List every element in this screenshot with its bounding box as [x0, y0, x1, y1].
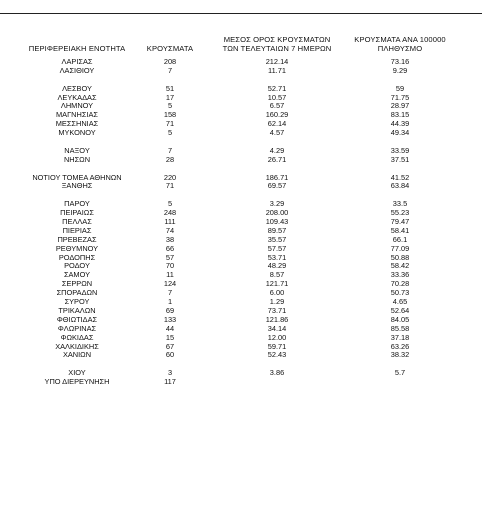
cases-cell: 7	[167, 65, 173, 75]
per-100k-cell: 50.73	[390, 288, 410, 298]
per-100k-cell: 73.16	[390, 57, 410, 66]
cases-cell: 44	[165, 323, 175, 333]
cases-cell: 28	[165, 154, 175, 164]
header-mean-7-days: ΜΕΣΟΣ ΟΡΟΣ ΚΡΟΥΣΜΑΤΩΝ ΤΩΝ ΤΕΛΕΥΤΑΙΩΝ 7 ΗΜΕΡΩΝ	[222, 35, 332, 53]
mean-cell: 62.14	[267, 119, 287, 129]
region-cell: ΤΡΙΚΑΛΩΝ	[58, 305, 96, 315]
mean-cell: 89.57	[267, 225, 287, 235]
per-100k-cell: 9.29	[392, 65, 408, 75]
mean-cell: 186.71	[265, 172, 289, 182]
table-row	[0, 182, 503, 191]
cases-cell: 38	[165, 234, 175, 244]
header-cases-per-100k: ΚΡΟΥΣΜΑΤΑ ΑΝΑ 100000 ΠΛΗΘΥΣΜΟ	[354, 35, 446, 53]
cases-cell: 124	[163, 279, 177, 289]
header-region: ΠΕΡΙΦΕΡΕΙΑΚΗ ΕΝΟΤΗΤΑ	[28, 44, 126, 53]
cases-cell: 15	[165, 332, 175, 342]
cases-cell: 66	[165, 243, 175, 253]
mean-cell: 57.57	[267, 243, 287, 253]
top-rule	[0, 13, 482, 14]
mean-cell: 4.29	[269, 145, 285, 155]
region-cell: ΛΕΣΒΟΥ	[62, 83, 92, 93]
mean-cell: 3.29	[269, 199, 285, 209]
region-cell: ΠΕΛΛΑΣ	[62, 217, 92, 227]
data-table	[0, 58, 503, 387]
per-100k-cell: 59	[395, 83, 405, 93]
mean-cell: 212.14	[265, 57, 289, 66]
per-100k-cell: 50.88	[390, 252, 410, 262]
region-cell: ΜΑΓΝΗΣΙΑΣ	[56, 110, 98, 120]
cases-cell: 11	[166, 270, 174, 280]
per-100k-cell: 52.64	[390, 305, 410, 315]
region-cell: ΣΠΟΡΑΔΩΝ	[56, 288, 98, 298]
cases-cell: 208	[163, 57, 177, 66]
cases-cell: 117	[164, 377, 176, 387]
mean-cell: 6.57	[269, 101, 285, 111]
cases-cell: 74	[165, 225, 175, 235]
region-cell: ΝΑΞΟΥ	[64, 145, 90, 155]
cases-cell: 111	[164, 217, 176, 227]
region-cell: ΠΑΡΟΥ	[64, 199, 90, 209]
per-100k-cell: 49.34	[390, 128, 410, 138]
mean-cell: 121.86	[265, 314, 289, 324]
region-cell: ΜΕΣΣΗΝΙΑΣ	[55, 119, 99, 129]
per-100k-cell: 5.7	[394, 368, 406, 378]
cases-cell: 60	[165, 350, 175, 360]
per-100k-cell: 37.51	[390, 154, 410, 164]
per-100k-cell: 63.26	[390, 341, 410, 351]
mean-cell: 109.43	[265, 217, 289, 227]
region-cell: ΧΙΟΥ	[68, 368, 86, 378]
header-cases: ΚΡΟΥΣΜΑΤΑ	[146, 44, 194, 53]
region-cell: ΡΕΘΥΜΝΟΥ	[55, 243, 99, 253]
mean-cell: 52.43	[267, 350, 287, 360]
mean-cell: 26.71	[267, 154, 287, 164]
region-cell: ΦΩΚΙΔΑΣ	[60, 332, 94, 342]
region-cell: ΦΘΙΩΤΙΔΑΣ	[56, 314, 98, 324]
region-cell: ΠΕΙΡΑΙΩΣ	[60, 208, 94, 218]
region-cell: ΠΙΕΡΙΑΣ	[62, 225, 92, 235]
per-100k-cell: 41.52	[390, 172, 410, 182]
region-cell: ΛΕΥΚΑΔΑΣ	[57, 92, 97, 102]
mean-cell: 8.57	[269, 270, 285, 280]
mean-cell: 1.29	[269, 297, 285, 307]
region-cell: ΛΗΜΝΟΥ	[60, 101, 94, 111]
cases-cell: 51	[165, 83, 175, 93]
mean-cell: 52.71	[267, 83, 287, 93]
region-cell: ΠΡΕΒΕΖΑΣ	[57, 234, 97, 244]
per-100k-cell: 28.97	[390, 101, 410, 111]
per-100k-cell: 33.5	[392, 199, 408, 209]
mean-cell: 59.71	[267, 341, 287, 351]
mean-cell: 35.57	[267, 234, 287, 244]
per-100k-cell: 4.65	[392, 297, 408, 307]
mean-cell: 73.71	[267, 305, 287, 315]
cases-cell: 158	[163, 110, 177, 120]
cases-cell: 7	[167, 145, 173, 155]
cases-cell: 71	[165, 119, 175, 129]
cases-cell: 5	[167, 101, 173, 111]
region-cell: ΡΟΔΟΥ	[64, 261, 90, 271]
per-100k-cell: 58.41	[390, 225, 410, 235]
cases-cell: 5	[167, 128, 173, 138]
mean-cell: 48.29	[267, 261, 287, 271]
cases-cell: 57	[165, 252, 175, 262]
region-cell: ΦΛΩΡΙΝΑΣ	[57, 323, 97, 333]
region-cell: ΡΟΔΟΠΗΣ	[58, 252, 96, 262]
mean-cell: 34.14	[267, 323, 287, 333]
mean-cell: 10.57	[267, 92, 287, 102]
per-100k-cell: 33.59	[390, 145, 410, 155]
cases-cell: 1	[167, 297, 173, 307]
region-cell: ΧΑΝΙΩΝ	[62, 350, 92, 360]
cases-cell: 248	[163, 208, 177, 218]
per-100k-cell: 84.05	[390, 314, 410, 324]
per-100k-cell: 37.18	[390, 332, 410, 342]
per-100k-cell: 58.42	[390, 261, 410, 271]
per-100k-cell: 70.28	[390, 279, 410, 289]
mean-cell: 12.00	[267, 332, 287, 342]
region-cell: ΞΑΝΘΗΣ	[61, 181, 93, 191]
region-cell: ΣΕΡΡΩΝ	[61, 279, 93, 289]
cases-cell: 69	[165, 305, 175, 315]
per-100k-cell: 83.15	[390, 110, 410, 120]
per-100k-cell: 71.75	[390, 92, 410, 102]
cases-cell: 5	[167, 199, 173, 209]
cases-cell: 7	[167, 288, 173, 298]
region-cell: ΧΑΛΚΙΔΙΚΗΣ	[55, 341, 99, 351]
cases-cell: 71	[165, 181, 175, 191]
region-cell: ΝΟΤΙΟΥ ΤΟΜΕΑ ΑΘΗΝΩΝ	[32, 172, 122, 182]
mean-cell: 69.57	[267, 181, 287, 191]
per-100k-cell: 33.36	[390, 270, 410, 280]
table-row	[0, 67, 503, 76]
region-cell: ΝΗΣΩΝ	[63, 154, 91, 164]
cases-cell: 220	[163, 172, 177, 182]
per-100k-cell: 38.32	[390, 350, 410, 360]
region-cell: ΜΥΚΟΝΟΥ	[58, 128, 96, 138]
per-100k-cell: 79.47	[390, 217, 410, 227]
table-row	[0, 129, 503, 138]
region-cell: ΛΑΣΙΘΙΟΥ	[59, 65, 95, 75]
per-100k-cell: 55.23	[390, 208, 410, 218]
cases-cell: 3	[167, 368, 173, 378]
region-cell: ΣΥΡΟΥ	[64, 297, 90, 307]
mean-cell: 121.71	[265, 279, 289, 289]
mean-cell: 6.00	[269, 288, 285, 298]
cases-cell: 133	[163, 314, 177, 324]
mean-cell: 3.86	[269, 368, 285, 378]
region-cell: ΛΑΡΙΣΑΣ	[61, 57, 93, 66]
mean-cell: 4.57	[269, 128, 285, 138]
mean-cell: 208.00	[265, 208, 289, 218]
mean-cell: 11.71	[268, 65, 286, 75]
per-100k-cell: 85.58	[390, 323, 410, 333]
table-row	[0, 378, 503, 387]
region-cell: ΥΠΟ ΔΙΕΡΕΥΝΗΣΗ	[44, 377, 110, 387]
mean-cell: 160.29	[265, 110, 289, 120]
table-row	[0, 351, 503, 360]
cases-cell: 17	[165, 92, 175, 102]
per-100k-cell: 63.84	[390, 181, 410, 191]
per-100k-cell: 44.39	[390, 119, 410, 129]
per-100k-cell: 66.1	[392, 234, 408, 244]
cases-cell: 70	[165, 261, 175, 271]
table-row	[0, 156, 503, 165]
cases-cell: 67	[165, 341, 175, 351]
region-cell: ΣΑΜΟΥ	[63, 270, 91, 280]
per-100k-cell: 77.09	[390, 243, 410, 253]
mean-cell: 53.71	[267, 252, 287, 262]
